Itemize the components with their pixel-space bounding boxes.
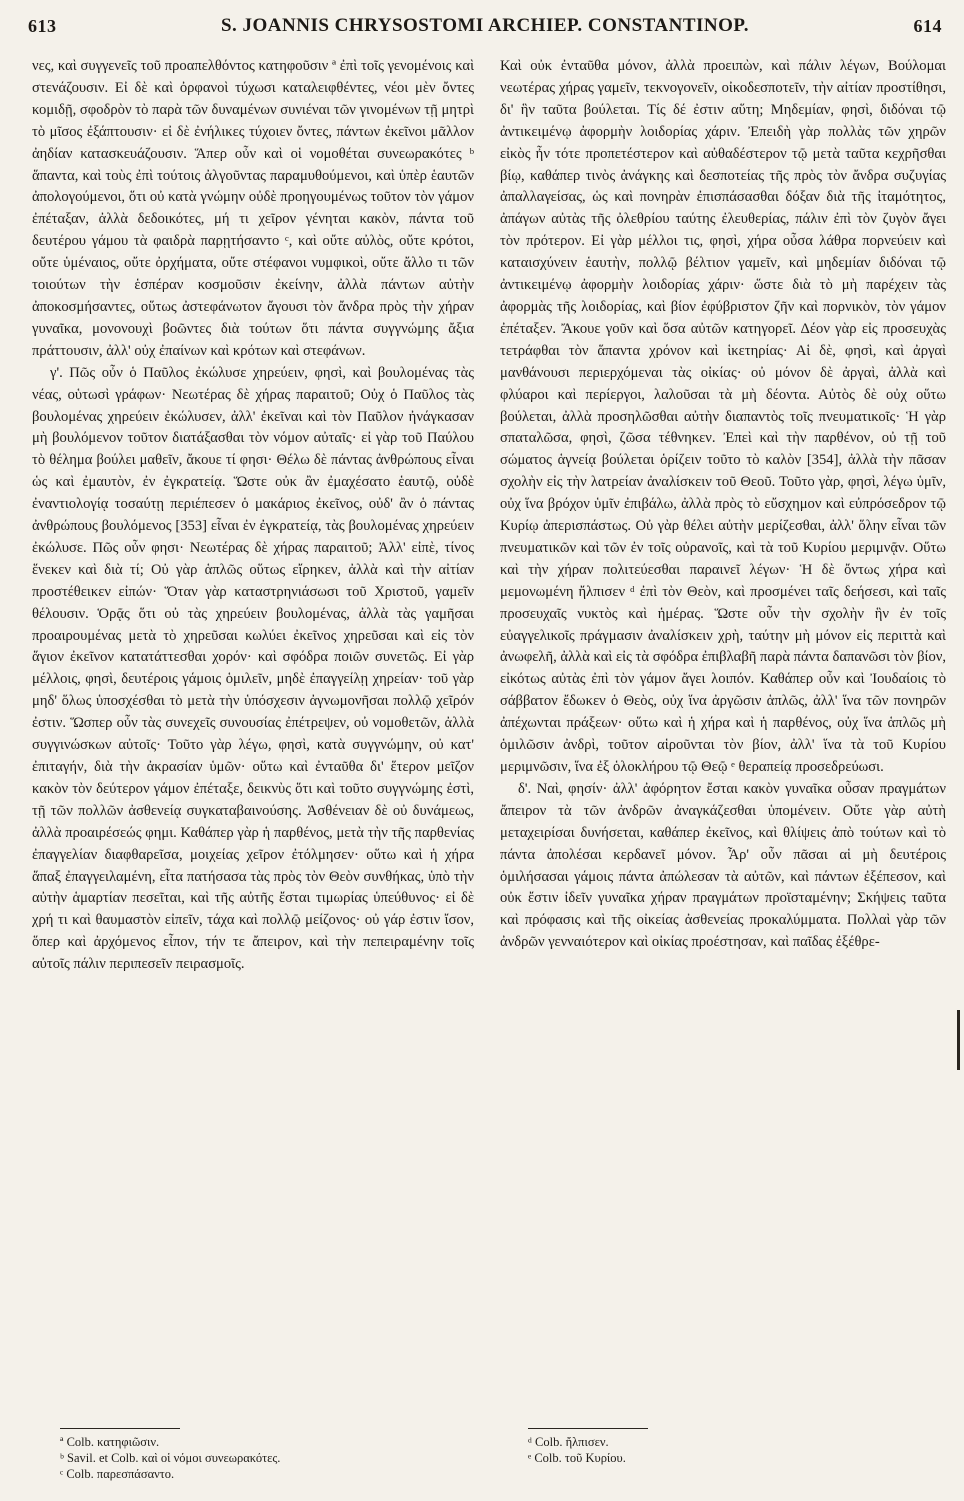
left-column [32,56,474,1426]
right-paragraph-2: δ'. Ναὶ, φησίν· ἀλλ' ἀφόρητον ἔσται κακὸν γυναῖκα οὖσαν πραγμάτων ἄπειρον τὰ τῶν ἀνδρῶν ἀναγκάζεσθαι ὑπομένειν. Οὔτε γὰρ αὐτὴ μεταχειρίσαι δυνήσεται, καθάπερ ἐκεῖνος, καὶ θλίψεις ἀπὸ τούτων καὶ τὸ πάντα ἀπολέσαι κερδανεῖ μόνον. Ἆρ' οὖν πᾶσαι αἱ μὴ δευτέροις ὁμιλήσασαι γάμοις πάντα ἀπώλεσαν τὰ αὐτῶν, καὶ πάντων ἐξέπεσον, καὶ οὐκ ἔστιν ἰδεῖν γυναῖκα χήραν πραγμάτων προϊσταμένην; Σκήψεις ταῦτα καὶ πρόφασις καὶ τῆς οἰκείας ἀσθενείας προκαλύμματα. Πολλαὶ γὰρ τῶν ἀνδρῶν γενναιότερον καὶ οἰκίας προέστησαν, καὶ παῖδας ἐξέθρε- [500,780,946,951]
running-header [28,12,942,40]
footnote: ᵇ Savil. et Colb. καὶ οἱ νόμοι συνεωρακότες. [60,1451,281,1465]
left-paragraph-2: γ'. Πῶς οὖν ὁ Παῦλος ἐκώλυσε χηρεύειν, φησὶ, καὶ βουλομένας τὰς νέας, οὑτωσὶ γράφων· Νεωτέρας δὲ χήρας παραιτοῦ; Οὐχ ὁ Παῦλος τὰς βουλομένας χηρεύειν ἐκώλυσεν, ἀλλ' ἐκεῖναι καὶ τὸν Παῦλον ἠνάγκασαν μὴ βουλόμενον τοῦτον διατάξασθαι τὸν νόμον αὐταῖς· εἰ γὰρ τοῦ Παύλου τὸ θέλημα βούλει μαθεῖν, ἄκουε τί φησι· Θέλω δὲ πάντας ἀνθρώπους εἶναι ὡς καὶ ἐμαυτὸν, ἐν ἐγκρατείᾳ. Ὥστε οὐκ ἂν ἐμαχέσατο ἑαυτῷ, οὐδὲ ἐναντιολογίᾳ τοσαύτῃ περιέπεσεν ὁ μακάριος ἐκεῖνος, οὐδ' ἂν ὁ πάντας ἀνθρώπους βουλόμενος [353] εἶναι ἐν ἐγκρατείᾳ, τὰς βουλομένας χηρεύειν ἐκώλυσε. Πῶς οὖν φησι· Νεωτέρας δὲ χήρας παραιτοῦ; Ἀλλ' εἰπὲ, τίνος ἕνεκεν καὶ διὰ τί; Οὐ γὰρ ἁπλῶς οὕτως εἴρηκεν, ἀλλὰ καὶ τὴν αἰτίαν προστέθεικεν εἰπών· Ὅταν γὰρ καταστρηνιάσωσι τοῦ Χριστοῦ, γαμεῖν θέλουσιν. Ὁρᾷς ὅτι οὐ τὰς χηρεύειν βουλομένας, ἀλλὰ τὰς γαμῆσαι προαιρουμένας μετὰ τὸ χηρεῦσαι κωλύει ἐκεῖνος χηρεῦσαι καὶ εἰς τὸν ἅγιον ἐκεῖνον κατατάττεσθαι χορόν· καὶ σφόδρα ποιῶν συνετῶς. Εἰ γὰρ μέλλοις, φησὶ, δευτέροις γάμοις ὁμιλεῖν, μηδὲ ἐπαγγείλῃ χηρείαν· τοῦ γὰρ μηδ' ὅλως ὑποσχέσθαι τὸ μετὰ τὴν ὑπόσχεσιν ἀγνωμονῆσαι πολλῷ χεῖρόν ἐστιν. Ὥσπερ οὖν τὰς συνεχεῖς συνουσίας ἐπέτρεψεν, οὐ νομοθετῶν, ἀλλὰ συγγινώσκων αὐτοῖς· Τοῦτο γὰρ λέγω, φησὶ, κατὰ συγγνώμην, οὐ κατ' ἐπιταγήν, διὰ τὴν ἀκρασίαν ὑμῶν· οὕτω καὶ ἐνταῦθα δι' ἕτερον μεῖζον κακὸν τὸν δεύτερον γάμον ἐπέταξε, δεικνὺς ὅτι καὶ τοῦτο συγγνώμης ἐστὶ, τῇ τῶν πολλῶν ἀσθενείᾳ συγκαταβαινούσης. Ἀσθένειαν δὲ οὐ δυνάμεως, ἀλλὰ προαιρέσεώς φημι. Καθάπερ γὰρ ἡ παρθένος, μετὰ τὴν τῆς παρθενίας ἐπαγγελίαν διαφθαρεῖσα, μοιχείας χεῖρον ἐτόλμησεν· οὕτω καὶ ἡ χήρα ἅπαξ ἐπαγγειλαμένη, εἶτα πατήσασα τὰς πρὸς τὸν Θεὸν συνθήκας, ὑπὸ τὴν αὐτὴν ἁμαρτίαν πεσεῖται, καὶ τῆς αὐτῆς ἔσται τιμωρίας ὑπεύθυνος· εἰ δὲ χρή τι καὶ θαυμαστὸν εἰπεῖν, τάχα καὶ πολλῷ μείζονος· οὐ γάρ ἐστιν ἴσον, ὅπερ καὶ ἀρχόμενος εἶπον, τήν τε ἄπειρον, καὶ τὴν πεπειραμένην τοῖς αὐτοῖς πάλιν περιπεσεῖν πειρασμοῖς. [32,364,474,973]
footnote-rule-right [528,1428,648,1429]
footnote-rule-left [60,1428,180,1429]
footnote: ᵉ Colb. τοῦ Κυρίου. [528,1451,626,1465]
footnotes-right [528,1434,928,1466]
footnote: ᶜ Colb. παρεσπάσαντο. [60,1467,175,1481]
running-title: S. JOANNIS CHRYSOSTOMI ARCHIEP. CONSTANTINOP. [220,15,750,36]
right-paragraph-1: Καὶ οὐκ ἐνταῦθα μόνον, ἀλλὰ προειπὼν, καὶ πάλιν λέγων, Βούλομαι νεωτέρας χήρας γαμεῖν, τεκνογονεῖν, οἰκοδεσποτεῖν, τὴν αἰτίαν προστίθησι, δι' ἣν ταῦτα βούλεται. Τίς δέ ἐστιν αὕτη; Μηδεμίαν, φησὶ, διδόναι τῷ ἀντικειμένῳ ἀφορμὴν λοιδορίας χάριν. Ἐπειδὴ γὰρ πολλὰς τῶν χηρῶν εἰκὸς ἦν τότε προπετέστερον καὶ αὐθαδέστερον τῷ μετὰ ταῦτα κεχρῆσθαι βίῳ, καθάπερ τινὸς ἀνάγκης καὶ δεσποτείας τῆς πρὸς τὸν ἄνδρα συζυγίας ἀπαλλαγείσας, ὡς καὶ πονηρὰν ἐπισπάσασθαι δόξαν διὰ τῆς ἰταμότητος, ἀπάγων αὐτὰς τῆς ὀλεθρίου ταύτης ἐλευθερίας, πάλιν ἐπὶ τὸν ζυγὸν ἄγει τὸν πρότερον. Εἰ γὰρ μέλλοι τις, φησὶ, χήρα οὖσα λάθρα πορνεύειν καὶ καταισχύνειν ἑαυτὴν, πολλῷ βέλτιον γαμεῖν, καὶ μηδεμίαν διδόναι τῷ ἀντικειμένῳ ἀφορμὴν λοιδορίας χάριν· ὥστε διὰ τὸ μὴ παρέχειν τὰς ἀφορμὰς τῆς λοιδορίας, καὶ βίον ἐφύβριστον ζῆν καὶ πορνικὸν, τὸν γάμον ἐπέταξεν. Ἄκουε γοῦν καὶ ὅσα αὐτῶν κατηγορεῖ. Δέον γὰρ εἰς προσευχὰς τετράφθαι τὸν ἅπαντα χρόνον καὶ ἱκετηρίας· Αἱ δὲ, φησὶ, καὶ ἀργαὶ μανθάνουσι περιερχόμεναι τὰς οἰκίας· οὐ μόνον δὲ ἀργαὶ, ἀλλὰ καὶ φλύαροι καὶ περίεργοι, λαλοῦσαι τὰ μὴ δέοντα. Αὐτὸς δὲ οὐχ οὕτω βούλεται, ἀλλὰ προσηλῶσθαι αὐτὴν διαπαντὸς τοῖς πνευματικοῖς· Ἡ γὰρ σπαταλῶσα, φησὶ, ζῶσα τέθνηκεν. Ἐπεὶ καὶ τὴν παρθένον, οὐ τῇ τοῦ σώματος ἁγνείᾳ βούλεται ὁρίζειν τοῦτο τὸ καλὸν [354], ἀλλὰ τὴν πᾶσαν σχολὴν εἰς τὴν λατρείαν ἀναλίσκειν τοῦ Θεοῦ. Τοῦτο γὰρ, φησὶ, λέγω ὑμῖν, οὐχ ἵνα βρόχον ὑμῖν ἐπιβάλω, ἀλλὰ πρὸς τὸ εὔσχημον καὶ εὐπρόσεδρον τῷ Κυρίῳ ἀπερισπάστως. Οὐ γὰρ θέλει αὐτὴν μερίζεσθαι, ἀλλ' ὅλην εἶναι τῶν πνευματικῶν καὶ τῶν ἐν τοῖς οὐρανοῖς, καὶ τὰ τοῦ Κυρίου μεριμνᾷν. Οὕτω καὶ τὴν χήραν πολιτεύεσθαι παραινεῖ λέγων· Ἡ δὲ ὄντως χήρα καὶ μεμονωμένη ἤλπισεν ᵈ ἐπὶ τὸν Θεὸν, καὶ προσμένει ταῖς δεήσεσι, καὶ ταῖς προσευχαῖς νυκτὸς καὶ ἡμέρας. Ὥστε οὖν τὴν σχολὴν ἣν ἐν τοῖς εὐαγγελικοῖς πράγμασιν ἀναλίσκειν χρὴ, ταύτην μὴ μόνον εἰς περιττὰ καὶ ἀνωφελῆ, ἀλλὰ καὶ εἰς τὰ σφόδρα ἐπιβλαβῆ παρὰ πάντα δαπανῶσι τὸν βίον, εἰκότως αὐτὰς ἐπὶ τὸν γάμον ἄγει λοιπόν. Καθάπερ οὖν καὶ Ἰουδαίοις τὸ σάββατον ἔδωκεν ὁ Θεὸς, οὐχ ἵνα ἀργῶσιν ἁπλῶς, ἀλλ' ἵνα τῶν πονηρῶν ἀπέχωνται πράξεων· οὕτω καὶ ἡ χήρα καὶ ἡ παρθένος, οὐχ ἵνα ἁπλῶς μὴ ὁμιλῶσιν ἀνδρὶ, τοῦτον αἱροῦνται τὸν βίον, ἀλλ' ἵνα τὰ τοῦ Κυρίου μεριμνῶσιν, ἵνα ἐξ ὁλοκλήρου τῷ Θεῷ ᵉ θεραπείᾳ προσεδρεύωσι. [500,58,946,775]
footnote: ª Colb. κατηφιῶσιν. [60,1435,160,1449]
page-number-right: 614 [913,15,942,36]
footnotes-left [60,1434,460,1482]
margin-mark [957,1010,960,1070]
footnote: ᵈ Colb. ἤλπισεν. [528,1435,609,1449]
right-column [500,56,946,1426]
left-paragraph-1: νες, καὶ συγγενεῖς τοῦ προαπελθόντος κατηφοῦσιν ª ἐπὶ τοῖς γενομένοις καὶ στενάζουσιν. Εἰ δὲ καὶ ὀρφανοὶ τύχωσι καταλειφθέντες, νέοι μὲν ὄντες κομιδῇ, σφοδρὸν τὸ παρὰ τῶν δυναμένων συνιέναι τῶν γινομένων τῇ μητρὶ τὸ μῖσος ἐξάπτουσιν· εἰ δὲ ἐνήλικες τύχοιεν ὄντες, πάντων ἐκεῖνοι μᾶλλον ἀηδίαν κατασκευάζουσιν. Ἅπερ οὖν καὶ οἱ νομοθέται συνεωρακότες ᵇ ἅπαντα, καὶ τοὺς ἐπὶ τούτοις ἀλγοῦντας παραμυθούμενοι, καὶ ὑπὲρ ἑαυτῶν ἀπολογούμενοι, ὅτι οὐ κατὰ γνώμην οὐδὲ προηγουμένως τοῦτον τὸν γάμον ἐπέταξαν, ἀλλὰ δεδοικότες, μή τι χεῖρον γένηται κακὸν, πάντα τοῦ δευτέρου γάμου τὰ φαιδρὰ παρῃτήσαντο ᶜ, καὶ οὔτε αὐλὸς, οὔτε κρότοι, οὔτε ὑμέναιος, οὔτε ὀρχήματα, οὔτε στέφανοι νυμφικοὶ, οὔτε ἄλλο τι τῶν τοιούτων τὴν ἑσπέραν κοσμοῦσιν ἐκείνην, ἀλλὰ πάντων αὐτὴν ἀποκοσμήσαντες, οὕτως ἀστεφάνωτον ἄγουσι τὸν ἄνδρα πρὸς τὴν χήραν γυναῖκα, μονονουχὶ βοῶντες διὰ τούτων ὅτι πάντα συγγνώμης ἄξια πράττουσιν, ἀλλ' οὐχ ἐπαίνων καὶ κρότων καὶ στεφάνων. [32,58,474,359]
page-number-left: 613 [28,15,57,36]
